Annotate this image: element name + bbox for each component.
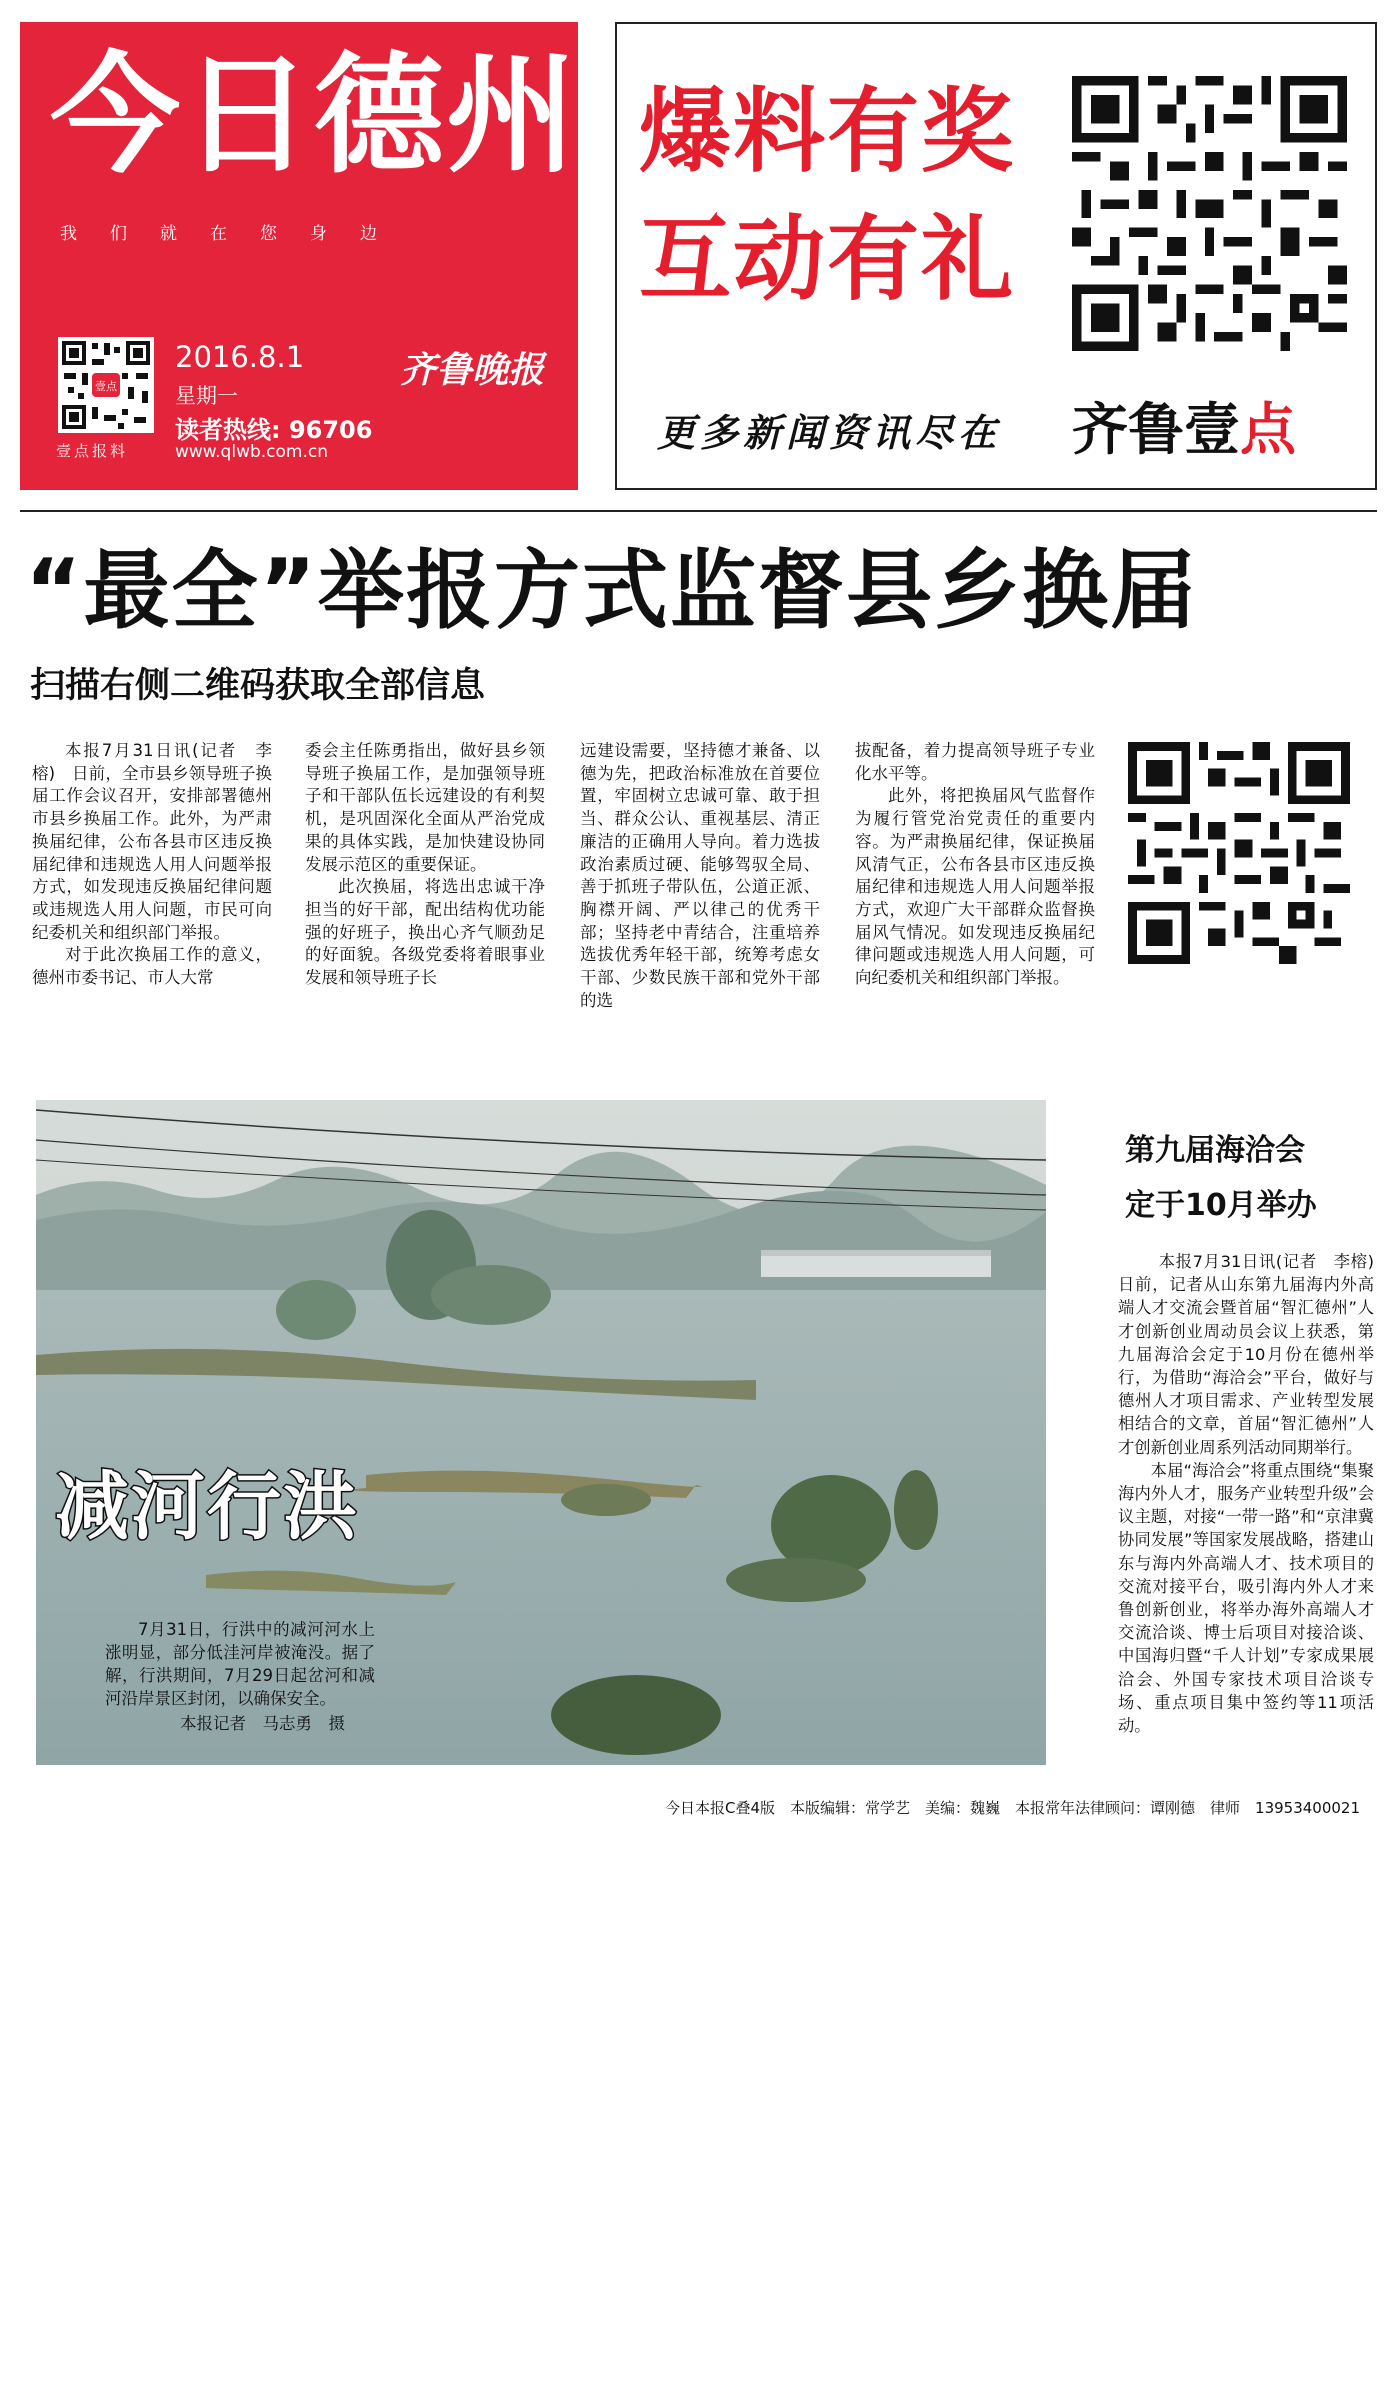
promo-line-2: 互动有礼	[639, 206, 1016, 313]
page-footer: 今日本报C叠4版 本版编辑：常学艺 美编：魏巍 本报常年法律顾问：谭刚德 律师 13953400021	[665, 1799, 1360, 1817]
paragraph: 委会主任陈勇指出，做好县乡领导班子换届工作，是加强领导班子和干部队伍长远建设的有利契机，是巩固深化全面从严治党成果的具体实践，是加快建设协同发展示范区的重要保证。	[305, 741, 545, 874]
issue-date: 2016.8.1	[175, 340, 305, 374]
app-brand-dot: 点	[1240, 398, 1296, 463]
paragraph: 本报7月31日讯(记者 李榕) 日前，全市县乡领导班子换届工作会议召开，安排部署德州市县乡换届工作。此外，为严肃换届纪律，公布各县市区违反换届纪律和违规选人用人问题举报方式，如发现违反换届纪律问题或违规选人用人问题，市民可向纪委机关和组织部门举报。	[32, 741, 272, 942]
lead-column-2	[305, 740, 545, 990]
qr-caption: 壹点报料	[56, 442, 129, 460]
masthead-title: 今日德州	[50, 39, 579, 191]
paragraph: 本报7月31日讯(记者 李榕) 日前，记者从山东第九届海内外高端人才交流会暨首届“智汇德州”人才创新创业周动员会议上获悉，第九届海洽会定于10月份在德州举行，为借助“海洽会”平台，做好与德州人才项目需求、产业转型发展相结合的文章，首届“智汇德州”人才创新创业周系列活动同期举行。	[1118, 1252, 1391, 1457]
section-divider	[20, 510, 1377, 512]
app-brand-text: 齐鲁壹	[1072, 398, 1240, 463]
promo-line-1: 爆料有奖	[639, 78, 1016, 185]
lead-headline: “最全”举报方式监督县乡换届	[25, 541, 1199, 641]
lead-column-1	[32, 740, 272, 990]
masthead-qr-code[interactable]	[58, 337, 154, 433]
masthead	[20, 22, 578, 490]
app-brand-logo	[1072, 386, 1296, 466]
side-article-body	[1118, 1250, 1391, 1737]
photo-caption	[105, 1618, 375, 1710]
promo-box	[615, 22, 1377, 490]
website-link[interactable]: www.qlwb.com.cn	[175, 442, 328, 462]
reader-hotline: 读者热线: 96706	[175, 416, 373, 444]
paragraph: 此外，将把换届风气监督作为履行管党治党责任的重要内容。为严肃换届纪律，保证换届风清气正，公布各县市区违反换届纪律和违规选人用人问题举报方式，欢迎广大干部群众监督换届风气情况。如发现违反换届纪律问题或违规选人用人问题，可向纪委机关和组织部门举报。	[855, 786, 1095, 988]
paragraph: 拔配备，着力提高领导班子专业化水平等。	[855, 741, 1095, 783]
paragraph: 此次换届，将选出忠诚干净担当的好干部，配出结构优功能强的好班子，换出心齐气顺劲足的好面貌。各级党委将着眼事业发展和领导班子长	[305, 877, 545, 988]
promo-footer: 更多新闻资讯尽在	[657, 410, 1002, 455]
article-qr-code[interactable]	[1128, 742, 1350, 964]
promo-qr-code[interactable]	[1072, 76, 1347, 351]
lead-column-3	[580, 740, 820, 1012]
photo-caption-text: 7月31日，行洪中的减河河水上涨明显，部分低洼河岸被淹没。据了解，行洪期间，7月29日起岔河和减河沿岸景区封闭，以确保安全。	[105, 1620, 375, 1708]
paragraph: 本届“海洽会”将重点围绕“集聚海内外人才，服务产业转型升级”会议主题，对接“一带一路”和“京津冀协同发展”等国家发展战略，搭建山东与海内外高端人才、技术项目的交流对接平台，吸引海内外人才来鲁创新创业，将举办海外高端人才交流洽谈、博士后项目对接洽谈、中国海归暨“千人计划”专家成果展洽会、外国专家技术项目洽谈专场、重点项目集中签约等11项活动。	[1118, 1460, 1374, 1736]
svg-text:壹点: 壹点	[95, 380, 117, 393]
side-article-title-line-1: 第九届海洽会	[1125, 1133, 1305, 1168]
paragraph: 对于此次换届工作的意义，德州市委书记、市人大常	[32, 945, 272, 988]
newspaper-brand: 齐鲁晚报	[400, 349, 545, 391]
side-article-title-line-2: 定于10月举办	[1125, 1188, 1317, 1223]
photo-credit: 本报记者 马志勇 摄	[180, 1714, 345, 1733]
weekday: 星期一	[175, 384, 238, 408]
paragraph: 远建设需要，坚持德才兼备、以德为先，把政治标准放在首要位置，牢固树立忠诚可靠、敢于担当、群众公认、重视基层、清正廉洁的正确用人导向。着力选拔政治素质过硬、能够驾驭全局、善于抓班子带队伍，公道正派、胸襟开阔、严以律己的优秀干部；坚持老中青结合，注重培养选拔优秀年轻干部，统筹考虑女干部、少数民族干部和党外干部的选	[580, 741, 820, 1010]
masthead-slogan: 我们就在您身边	[60, 224, 410, 244]
lead-column-4	[855, 740, 1095, 990]
photo-title: 减河行洪	[55, 1464, 359, 1550]
lead-subhead: 扫描右侧二维码获取全部信息	[30, 666, 486, 706]
